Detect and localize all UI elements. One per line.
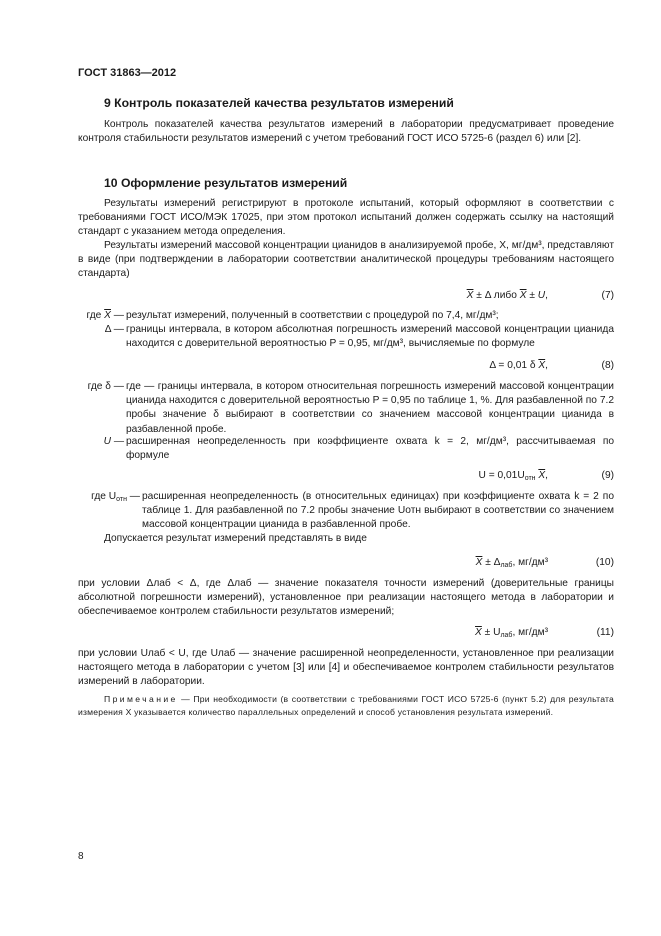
section-10-paragraph-1 xyxy=(78,197,614,240)
definition-text: где — границы интервала, в котором относительная погрешность измерений массовой концентрации цианида находится с доверительной вероятностью P = 0,95 по таблице 1, %. Для разбавленной по 7.2 пробы значение δ выбирают в соответствии со значением массовой концентрации цианида в разбавленной пробе. xyxy=(126,381,614,435)
paragraph-text: Допускается результат измерений представлять в виде xyxy=(104,533,367,544)
formula: Δ = 0,01 δ $\overline{X}$, xyxy=(489,360,548,371)
note-text: — При необходимости (в соответствии с требованиями ГОСТ ИСО 5725-6 (пункт 5.2) для результата измерения X указывается количество параллельных определений и способ установления результата измерений. xyxy=(78,694,614,717)
equation-10 xyxy=(78,556,614,570)
formula: $U = 0,01U_{отн}$ $\overline{X}$, xyxy=(478,470,548,482)
section-10-paragraph-2 xyxy=(78,239,614,282)
page-number: 8 xyxy=(78,851,84,862)
equation-9 xyxy=(78,469,614,483)
definition-u xyxy=(78,435,614,463)
paragraph-condition-11: при условии Uлаб < U, где Uлаб — значение расширенной неопределенности, установленное при реализации настоящего метода в лаборатории с учетом [3] или [4] и обеспечиваемое контролем стабильности результатов измерений в лаборатории. xyxy=(78,648,614,688)
note xyxy=(78,693,614,719)
equation-number: (8) xyxy=(601,360,614,371)
document-header: ГОСТ 31863—2012 xyxy=(78,67,177,79)
definition-small-delta xyxy=(78,380,614,437)
paragraph-text: Результаты измерений массовой концентрации цианидов в анализируемой пробе, X, мг/дм³, представляют в виде (при подтверждении в лаборатории соответствии аналитической процедуры требованиям настоящего стандарта) xyxy=(78,240,614,280)
definition-key: где $\overline{X}$ — xyxy=(86,310,124,321)
equation-number: (11) xyxy=(596,627,614,638)
formula: $\overline{X} \pm U_{лаб}$, мг/дм³ xyxy=(475,627,548,639)
equation-11 xyxy=(78,626,614,640)
section-9-paragraph xyxy=(78,118,614,146)
definition-key: где δ — xyxy=(87,381,124,392)
definition-key: Δ — xyxy=(104,324,124,335)
definition-text: расширенная неопределенность при коэффициенте охвата k = 2, мг/дм³, рассчитываемая по формуле xyxy=(126,436,614,462)
definition-x xyxy=(78,309,614,323)
definition-key: U — xyxy=(103,436,124,447)
note-label: Примечание xyxy=(104,694,178,704)
definition-delta xyxy=(78,323,614,351)
equation-number: (9) xyxy=(601,470,614,481)
definition-text: границы интервала, в котором абсолютная погрешность измерений массовой концентрации цианида находится с доверительной вероятностью P = 0,95, мг/дм³, вычисляемые по формуле xyxy=(126,324,614,350)
formula: $\overline{X} \pm \Delta$ либо $\overline{X} \pm U$, xyxy=(466,290,548,301)
equation-7 xyxy=(78,289,614,303)
section-9-title: 9 Контроль показателей качества результатов измерений xyxy=(104,96,454,110)
equation-number: (7) xyxy=(601,290,614,301)
definition-key: где $U_{отн}$ — xyxy=(91,491,140,503)
formula: $\overline{X} \pm \Delta_{лаб}$, мг/дм³ xyxy=(475,557,548,569)
equation-number: (10) xyxy=(595,557,614,568)
section-10-title: 10 Оформление результатов измерений xyxy=(104,176,348,190)
paragraph-text: Результаты измерений регистрируют в протоколе испытаний, который оформляют в соответствии с требованиями ГОСТ ИСО/МЭК 17025, при этом протокол испытаний должен содержать ссылку на настоящий стандарт с указанием метода определения. xyxy=(78,198,614,238)
equation-8 xyxy=(78,359,614,373)
definition-u-otn xyxy=(78,490,614,533)
paragraph-allowed xyxy=(78,532,614,546)
definition-text: расширенная неопределенность (в относительных единицах) при коэффициенте охвата k = 2 по таблице 1. Для разбавленной по 7.2 пробы значение Uотн выбирают в соответствии со значением массовой концентрации цианида в разбавленной пробе. xyxy=(142,491,614,531)
paragraph-text: Контроль показателей качества результатов измерений в лаборатории предусматривает проведение контроля стабильности результатов измерений с учетом требований ГОСТ ИСО 5725-6 (раздел 6) или [2]. xyxy=(78,119,614,145)
definition-text: результат измерений, полученный в соответствии с процедурой по 7,4, мг/дм³; xyxy=(126,310,499,321)
paragraph-condition-10: при условии Δлаб < Δ, где Δлаб — значение показателя точности измерений (доверительные границы абсолютной погрешности измерений), установленное при реализации настоящего метода в лаборатории и обеспечиваемое контролем стабильности результатов измерений; xyxy=(78,578,614,618)
